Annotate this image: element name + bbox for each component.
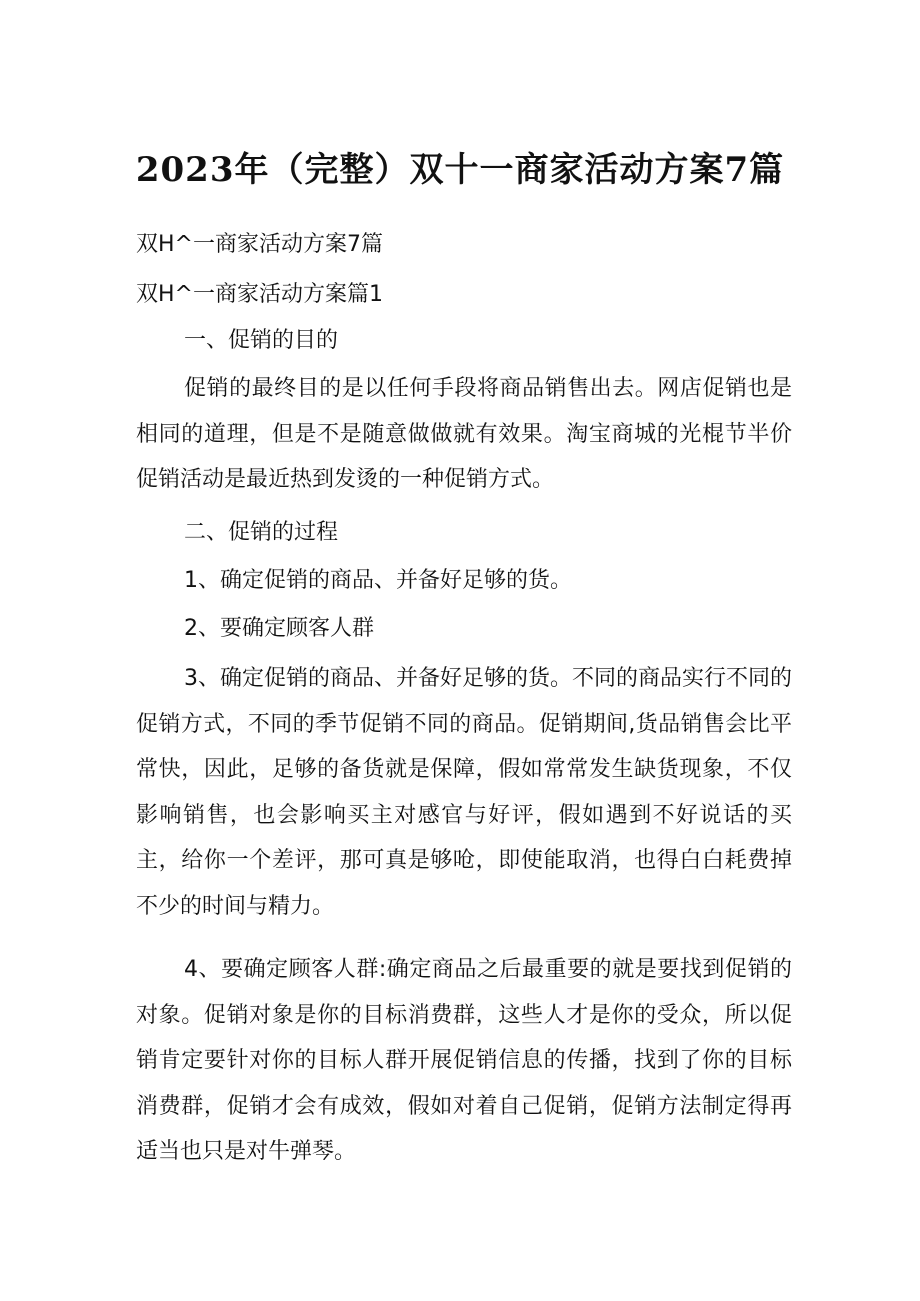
section-label: 双H^一商家活动方案篇1 bbox=[136, 282, 383, 307]
document-subtitle: 双H^一商家活动方案7篇 bbox=[136, 232, 383, 257]
heading-purpose: 一、促销的目的 bbox=[184, 328, 339, 353]
list-item-2: 2、要确定顾客人群 bbox=[184, 616, 374, 641]
list-item-1: 1、确定促销的商品、并备好足够的货。 bbox=[184, 568, 572, 593]
paragraph-item-4: 4、要确定顾客人群:确定商品之后最重要的就是要找到促销的对象。促销对象是你的目标消费群，这些人才是你的受众，所以促销肯定要针对你的目标人群开展促销信息的传播，找到了你的目标消费群，促销才会有成效，假如对着自己促销，促销方法制定得再适当也只是对牛弹琴。 bbox=[136, 957, 792, 1164]
heading-process: 二、促销的过程 bbox=[184, 520, 339, 545]
paragraph-item-3: 3、确定促销的商品、并备好足够的货。不同的商品实行不同的促销方式，不同的季节促销不同的商品。促销期间,货品销售会比平常快，因此，足够的备货就是保障，假如常常发生缺货现象，不仅影响销售，也会影响买主对感官与好评，假如遇到不好说话的买主，给你一个差评，那可真是够呛，即使能取消，也得白白耗费掉不少的时间与精力。 bbox=[136, 666, 792, 919]
paragraph-purpose: 促销的最终目的是以任何手段将商品销售出去。网店促销也是相同的道理，但是不是随意做做就有效果。淘宝商城的光棍节半价促销活动是最近热到发烫的一种促销方式。 bbox=[136, 376, 792, 492]
document-title: 2023年（完整）双十一商家活动方案7篇 bbox=[135, 150, 785, 190]
